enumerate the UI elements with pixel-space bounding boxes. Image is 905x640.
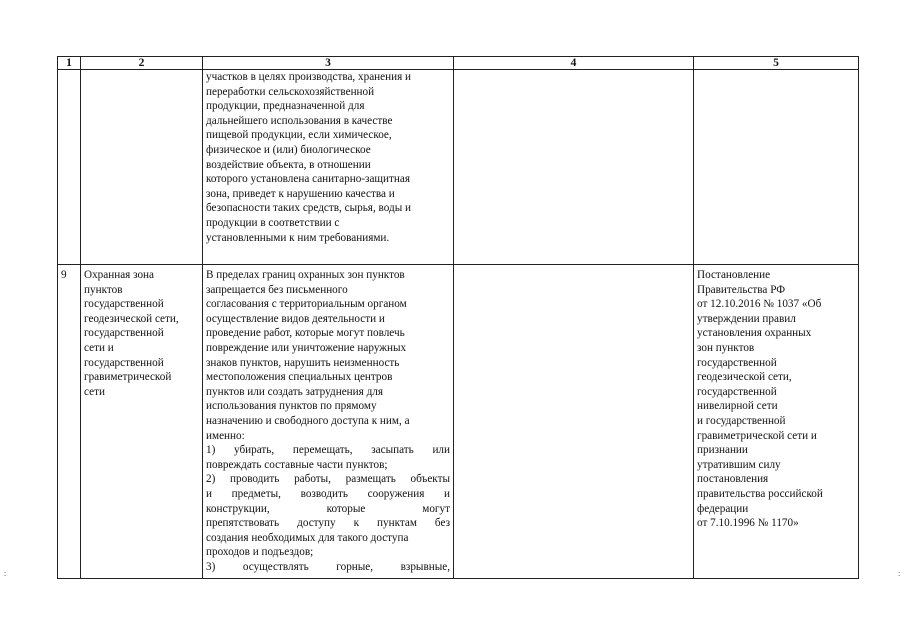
cont-col-4	[454, 70, 694, 265]
text-line: дальнейшего использования в качестве	[206, 114, 393, 127]
text-line: постановления	[697, 473, 769, 486]
cont-col-1	[58, 70, 81, 265]
text-line: пунктов	[84, 283, 123, 296]
table-row-9	[58, 265, 859, 579]
text-line: проведение работ, которые могут повлечь	[206, 327, 405, 340]
text-line: 1) убирать, перемещать, засыпать или	[206, 444, 450, 457]
text-line: пищевой продукции, если химическое,	[206, 129, 392, 142]
text-line: физическое и (или) биологическое	[206, 143, 371, 156]
text-line: препятствовать доступу к пунктам без	[206, 517, 450, 530]
text-line: пунктов или создать затруднения для	[206, 385, 383, 398]
cont-col-5	[694, 70, 859, 265]
header-col-3: 3	[203, 57, 454, 70]
text-line: запрещается без письменного	[206, 283, 348, 296]
text-line: безопасности таких средств, сырья, воды и	[206, 202, 412, 215]
header-col-1: 1	[58, 57, 81, 70]
text-line: утверждении правил	[697, 312, 796, 325]
text-line: и государственной	[697, 414, 786, 427]
regulation-table	[57, 56, 859, 579]
text-line: Правительства РФ	[697, 283, 786, 296]
text-line: местоположения специальных центров	[206, 371, 393, 384]
text-line: повреждение или уничтожение наружных	[206, 341, 407, 354]
text-line: воздействие объекта, в отношении	[206, 158, 371, 171]
text-line: конструкции, которые могут	[206, 502, 450, 515]
text-line: Охранная зона	[84, 269, 155, 281]
text-line: 3) осуществлять горные, взрывные,	[206, 560, 450, 573]
text-line: назначению и свободного доступа к ним, а	[206, 414, 410, 427]
header-col-2: 2	[81, 57, 203, 70]
text-line: использования пунктов по прямому	[206, 400, 377, 413]
text-line: государственной	[697, 385, 777, 398]
empty-col-4-cell	[454, 265, 694, 579]
text-line: от 12.10.2016 № 1037 «Об	[697, 298, 822, 311]
text-line: повреждать составные части пунктов;	[206, 458, 388, 471]
text-line: геодезической сети,	[84, 312, 179, 325]
text-line: участков в целях производства, хранения и	[206, 71, 412, 83]
text-line: и предметы, возводить сооружения и	[206, 487, 450, 500]
text-line: правительства российской	[697, 487, 823, 500]
text-line: проходов и подъездов;	[206, 546, 314, 559]
scan-edge-mark-right: :	[898, 569, 901, 578]
text-line: государственной	[84, 327, 164, 340]
text-line: геодезической сети,	[697, 371, 792, 384]
text-line: сети и	[84, 341, 114, 354]
header-col-4: 4	[454, 57, 694, 70]
text-line: продукции в соответствии с	[206, 216, 340, 229]
text-line: государственной	[84, 356, 164, 369]
text-line: сети	[84, 385, 105, 398]
cont-col-2	[81, 70, 203, 265]
text-line: гравиметрической сети и	[697, 429, 817, 442]
text-line: государственной	[84, 298, 164, 311]
header-col-5: 5	[694, 57, 859, 70]
text-line: В пределах границ охранных зон пунктов	[206, 269, 405, 281]
legal-basis-cell	[694, 265, 859, 579]
restrictions-cell	[203, 265, 454, 579]
text-line: зона, приведет к нарушению качества и	[206, 187, 395, 200]
text-line: государственной	[697, 356, 777, 369]
text-line: зон пунктов	[697, 341, 755, 354]
text-line: нивелирной сети	[697, 400, 778, 413]
text-line: федерации	[697, 502, 749, 515]
scan-edge-mark-left: :	[4, 569, 7, 578]
table-row-continuation	[58, 70, 859, 265]
text-line: установленными к ним требованиями.	[206, 231, 390, 244]
text-line: переработки сельскохозяйственной	[206, 85, 375, 98]
text-line: утратившим силу	[697, 458, 781, 471]
text-line: признании	[697, 444, 748, 457]
text-line: Постановление	[697, 269, 771, 281]
text-line: осуществление видов деятельности и	[206, 312, 385, 325]
text-line: знаков пунктов, нарушить неизменность	[206, 356, 400, 369]
row-number: 9	[58, 265, 81, 579]
text-line: которого установлена санитарно-защитная	[206, 173, 411, 186]
text-line: согласования с территориальным органом	[206, 298, 407, 311]
text-line: от 7.10.1996 № 1170»	[697, 517, 799, 530]
text-line: 2) проводить работы, размещать объекты	[206, 473, 450, 486]
text-line: именно:	[206, 429, 245, 442]
text-line: гравиметрической	[84, 371, 172, 384]
text-line: установления охранных	[697, 327, 812, 340]
zone-name-cell	[81, 265, 203, 579]
cont-col-3	[203, 70, 454, 265]
text-line: продукции, предназначенной для	[206, 100, 365, 113]
header-row	[58, 57, 859, 70]
text-line: создания необходимых для такого доступа	[206, 531, 409, 544]
